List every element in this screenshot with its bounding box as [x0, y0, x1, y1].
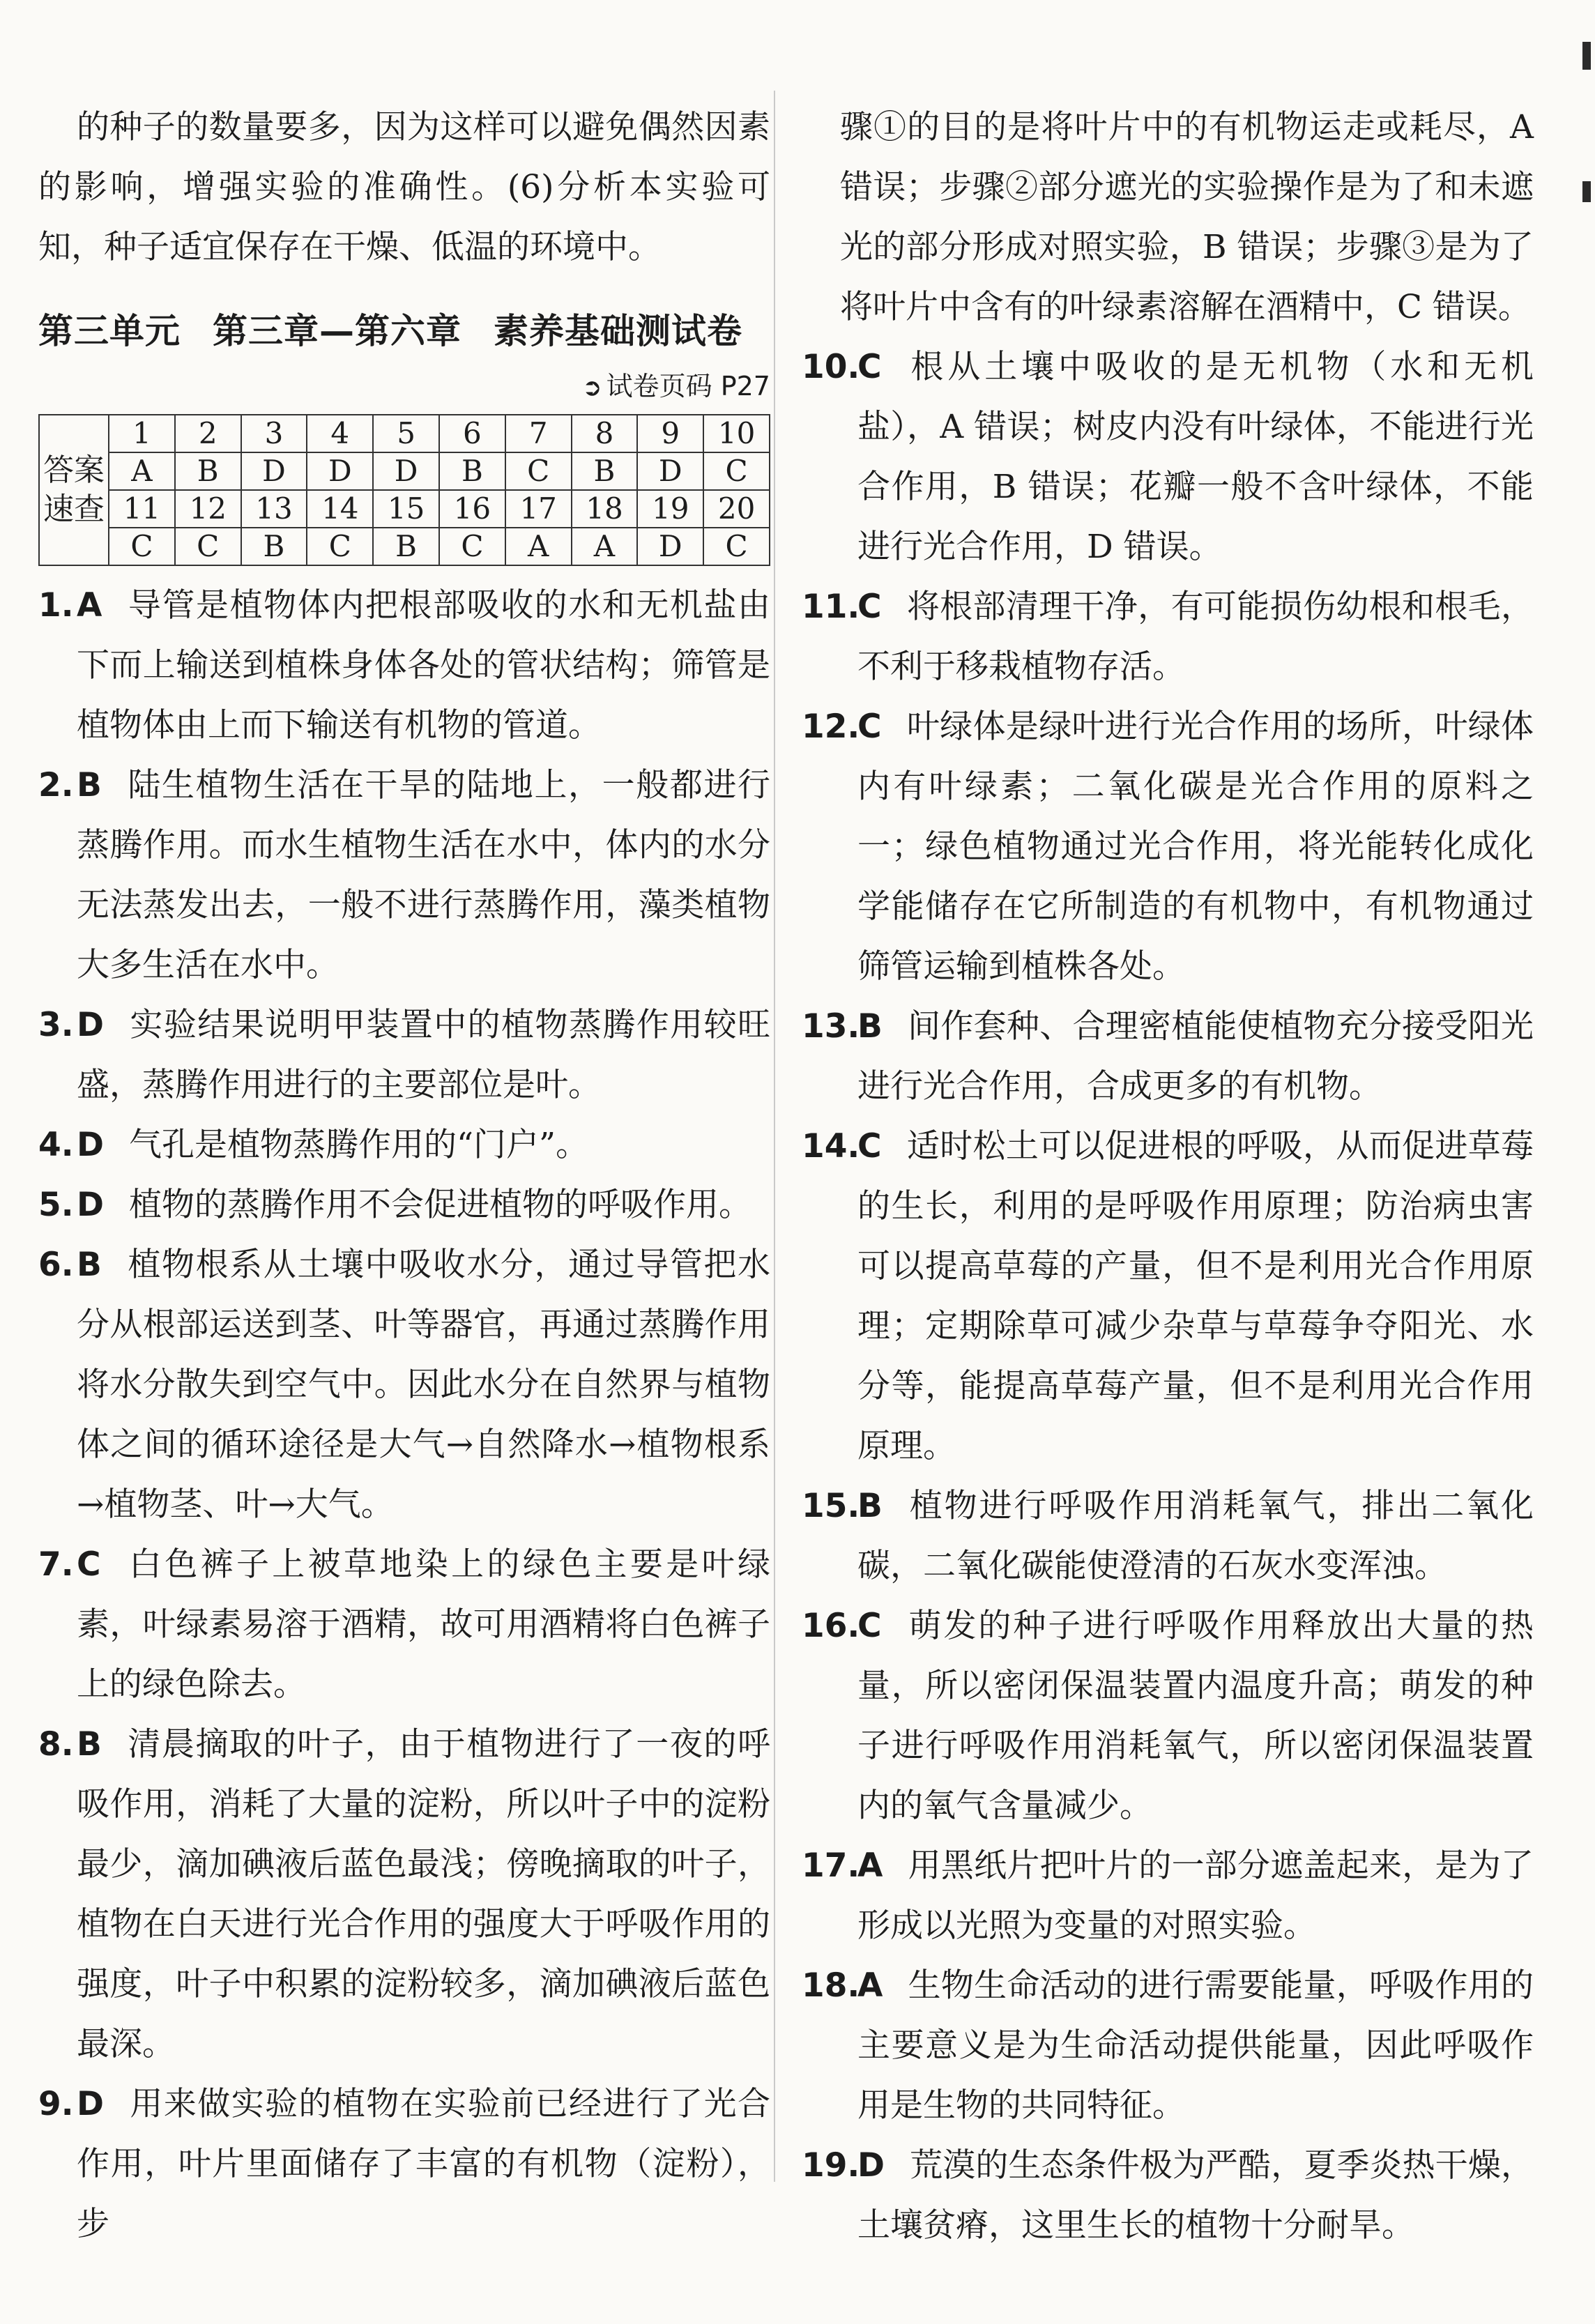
- question-number-cell: 19: [637, 490, 703, 528]
- item-answer: D: [77, 2085, 105, 2123]
- answer-item: [38, 1115, 770, 1175]
- answer-item: [802, 1596, 1534, 1836]
- item-number: 10.: [802, 348, 860, 386]
- item-answer: A: [857, 1847, 883, 1885]
- question-number-cell: 14: [307, 490, 373, 528]
- section-name: 素养基础测试卷: [494, 311, 742, 351]
- item-number: 19.: [802, 2146, 860, 2185]
- question-number-cell: 7: [505, 415, 572, 452]
- item-number: 18.: [802, 1966, 860, 2005]
- item-explanation: 用来做实验的植物在实验前已经进行了光合作用，叶片里面储存了丰富的有机物（淀粉），步: [77, 2085, 770, 2243]
- answer-cell: D: [637, 452, 703, 490]
- answer-item: [802, 697, 1534, 997]
- item-explanation: 叶绿体是绿叶进行光合作用的场所，叶绿体内有叶绿素；二氧化碳是光合作用的原料之一；绿色植物通过光合作用，将光能转化成化学能储存在它所制造的有机物中，有机物通过筛管运输到植株各处。: [857, 708, 1534, 986]
- item-number: 8.: [38, 1725, 74, 1764]
- answer-item: [802, 1476, 1534, 1596]
- item-number: 1.: [38, 586, 74, 625]
- item-answer: A: [857, 1966, 883, 2005]
- answer-table-label: 答案速查: [39, 415, 109, 565]
- item-explanation: 清晨摘取的叶子，由于植物进行了一夜的呼吸作用，消耗了大量的淀粉，所以叶子中的淀粉最少，滴加碘液后蓝色最浅；傍晚摘取的叶子，植物在白天进行光合作用的强度大于呼吸作用的强度，叶子中积累的淀粉较多，滴加碘液后蓝色最深。: [77, 1725, 770, 2063]
- answer-cell: D: [637, 528, 703, 565]
- answer-item: [38, 1175, 770, 1235]
- item-explanation: 实验结果说明甲装置中的植物蒸腾作用较旺盛，蒸腾作用进行的主要部位是叶。: [77, 1006, 770, 1104]
- item-number: 16.: [802, 1607, 860, 1645]
- item-answer: C: [857, 1607, 882, 1645]
- item-number: 14.: [802, 1127, 860, 1165]
- question-number-cell: 16: [439, 490, 505, 528]
- answer-cell: A: [572, 528, 638, 565]
- item-explanation: 气孔是植物蒸腾作用的“门户”。: [129, 1126, 589, 1164]
- question-number-cell: 20: [703, 490, 770, 528]
- item-explanation: 用黑纸片把叶片的一部分遮盖起来，是为了形成以光照为变量的对照实验。: [857, 1847, 1534, 1945]
- item-explanation: 陆生植物生活在干旱的陆地上，一般都进行蒸腾作用。而水生植物生活在水中，体内的水分无法蒸发出去，一般不进行蒸腾作用，藻类植物大多生活在水中。: [77, 766, 770, 984]
- section-unit: 第三单元: [38, 311, 181, 351]
- item-number: 9.: [38, 2085, 74, 2123]
- item-number: 3.: [38, 1006, 74, 1044]
- answer-cell: C: [703, 452, 770, 490]
- right-intro-paragraph: 骤①的目的是将叶片中的有机物运走或耗尽，A 错误；步骤②部分遮光的实验操作是为了和未遮光的部分形成对照实验，B 错误；步骤③是为了将叶片中含有的叶绿素溶解在酒精中，C 错误。: [840, 108, 1534, 326]
- answer-table-row: [39, 415, 770, 452]
- question-number-cell: 9: [637, 415, 703, 452]
- answer-item: [38, 576, 770, 756]
- item-explanation: 植物的蒸腾作用不会促进植物的呼吸作用。: [129, 1186, 752, 1224]
- item-answer: B: [77, 1725, 102, 1764]
- right-column: [802, 98, 1534, 2256]
- item-answer: C: [857, 588, 882, 626]
- item-answer: B: [77, 766, 102, 804]
- item-answer: D: [77, 1126, 105, 1164]
- answer-item: [38, 1715, 770, 2074]
- item-explanation: 根从土壤中吸收的是无机物（水和无机盐），A 错误；树皮内没有叶绿体，不能进行光合作用，B 错误；花瓣一般不含叶绿体，不能进行光合作用，D 错误。: [857, 348, 1534, 566]
- item-answer: C: [857, 348, 882, 386]
- question-number-cell: 15: [373, 490, 439, 528]
- question-number-cell: 6: [439, 415, 505, 452]
- item-answer: D: [77, 1006, 105, 1044]
- question-number-cell: 11: [109, 490, 175, 528]
- answer-item: [38, 2074, 770, 2254]
- answer-table-row: [39, 528, 770, 565]
- answer-cell: C: [109, 528, 175, 565]
- item-explanation: 生物生命活动的进行需要能量，呼吸作用的主要意义是为生命活动提供能量，因此呼吸作用是生物的共同特征。: [857, 1966, 1534, 2125]
- answer-item: [802, 1836, 1534, 1956]
- answer-cell: D: [373, 452, 439, 490]
- answer-cell: B: [439, 452, 505, 490]
- item-answer: C: [77, 1545, 101, 1584]
- answer-item: [802, 1956, 1534, 2136]
- left-answer-list: [38, 576, 770, 2254]
- answer-item: [802, 2136, 1534, 2256]
- item-explanation: 将根部清理干净，有可能损伤幼根和根毛，不利于移栽植物存活。: [857, 588, 1534, 686]
- question-number-cell: 10: [703, 415, 770, 452]
- question-number-cell: 5: [373, 415, 439, 452]
- item-number: 11.: [802, 588, 860, 626]
- answer-table-row: [39, 490, 770, 528]
- column-divider: [774, 91, 775, 2182]
- answer-cell: B: [572, 452, 638, 490]
- right-answer-list: [802, 337, 1534, 2256]
- item-number: 15.: [802, 1487, 860, 1525]
- answer-item: [38, 1535, 770, 1715]
- question-number-cell: 1: [109, 415, 175, 452]
- answer-cell: C: [175, 528, 241, 565]
- item-answer: D: [77, 1186, 105, 1224]
- section-chapters: 第三章—第六章: [213, 311, 461, 351]
- item-answer: B: [77, 1246, 102, 1284]
- arrow-circle-icon: ➲: [582, 374, 602, 402]
- item-answer: D: [857, 2146, 885, 2185]
- left-intro-paragraph: 的种子的数量要多，因为这样可以避免偶然因素的影响，增强实验的准确性。(6)分析本实验可知，种子适宜保存在干燥、低温的环境中。: [38, 108, 770, 266]
- answer-cell: D: [241, 452, 307, 490]
- item-answer: A: [77, 586, 102, 625]
- page-reference-text: 试卷页码 P27: [606, 371, 770, 402]
- left-column: [38, 98, 770, 2254]
- answer-cell: B: [373, 528, 439, 565]
- item-number: 4.: [38, 1126, 74, 1164]
- answer-cell: B: [241, 528, 307, 565]
- item-number: 5.: [38, 1186, 74, 1224]
- answer-cell: A: [505, 528, 572, 565]
- item-number: 2.: [38, 766, 74, 804]
- question-number-cell: 12: [175, 490, 241, 528]
- item-explanation: 适时松土可以促进根的呼吸，从而促进草莓的生长，利用的是呼吸作用原理；防治病虫害可以提高草莓的产量，但不是利用光合作用原理；定期除草可减少杂草与草莓争夺阳光、水分等，能提高草莓产量，但不是利用光合作用原理。: [857, 1127, 1534, 1465]
- answer-item: [38, 995, 770, 1115]
- question-number-cell: 8: [572, 415, 638, 452]
- item-explanation: 植物进行呼吸作用消耗氧气，排出二氧化碳，二氧化碳能使澄清的石灰水变浑浊。: [857, 1487, 1534, 1585]
- page-reference: [38, 365, 770, 408]
- question-number-cell: 17: [505, 490, 572, 528]
- answer-item: [802, 577, 1534, 697]
- answer-item: [802, 997, 1534, 1117]
- item-explanation: 白色裤子上被草地染上的绿色主要是叶绿素，叶绿素易溶于酒精，故可用酒精将白色裤子上的绿色除去。: [77, 1545, 770, 1704]
- answer-item: [38, 1235, 770, 1535]
- item-number: 7.: [38, 1545, 74, 1584]
- item-explanation: 萌发的种子进行呼吸作用释放出大量的热量，所以密闭保温装置内温度升高；萌发的种子进行呼吸作用消耗氧气，所以密闭保温装置内的氧气含量减少。: [857, 1607, 1534, 1825]
- question-number-cell: 3: [241, 415, 307, 452]
- answer-cell: B: [175, 452, 241, 490]
- answer-cell: D: [307, 452, 373, 490]
- question-number-cell: 18: [572, 490, 638, 528]
- answer-cell: C: [439, 528, 505, 565]
- answer-cell: A: [109, 452, 175, 490]
- item-answer: C: [857, 1127, 882, 1165]
- answer-table: [38, 414, 770, 566]
- item-explanation: 植物根系从土壤中吸收水分，通过导管把水分从根部运送到茎、叶等器官，再通过蒸腾作用将水分散失到空气中。因此水分在自然界与植物体之间的循环途径是大气→自然降水→植物根系→植物茎、叶→大气。: [77, 1246, 770, 1524]
- item-number: 12.: [802, 708, 860, 746]
- item-number: 17.: [802, 1847, 860, 1885]
- item-explanation: 导管是植物体内把根部吸收的水和无机盐由下而上输送到植株身体各处的管状结构；筛管是植物体由上而下输送有机物的管道。: [77, 586, 770, 744]
- item-number: 6.: [38, 1246, 74, 1284]
- item-explanation: 荒漠的生态条件极为严酷，夏季炎热干燥，土壤贫瘠，这里生长的植物十分耐旱。: [857, 2146, 1534, 2245]
- item-answer: B: [857, 1487, 883, 1525]
- answer-item: [802, 337, 1534, 577]
- answer-cell: C: [505, 452, 572, 490]
- item-answer: C: [857, 708, 882, 746]
- question-number-cell: 13: [241, 490, 307, 528]
- answer-table-row: [39, 452, 770, 490]
- item-answer: B: [857, 1007, 883, 1046]
- page-edge-mark: [1577, 0, 1591, 2324]
- item-explanation: 间作套种、合理密植能使植物充分接受阳光进行光合作用，合成更多的有机物。: [857, 1007, 1534, 1106]
- question-number-cell: 4: [307, 415, 373, 452]
- answer-cell: C: [703, 528, 770, 565]
- answer-item: [802, 1117, 1534, 1476]
- answer-cell: C: [307, 528, 373, 565]
- item-number: 13.: [802, 1007, 860, 1046]
- answer-item: [38, 756, 770, 995]
- question-number-cell: 2: [175, 415, 241, 452]
- section-title: [38, 301, 770, 361]
